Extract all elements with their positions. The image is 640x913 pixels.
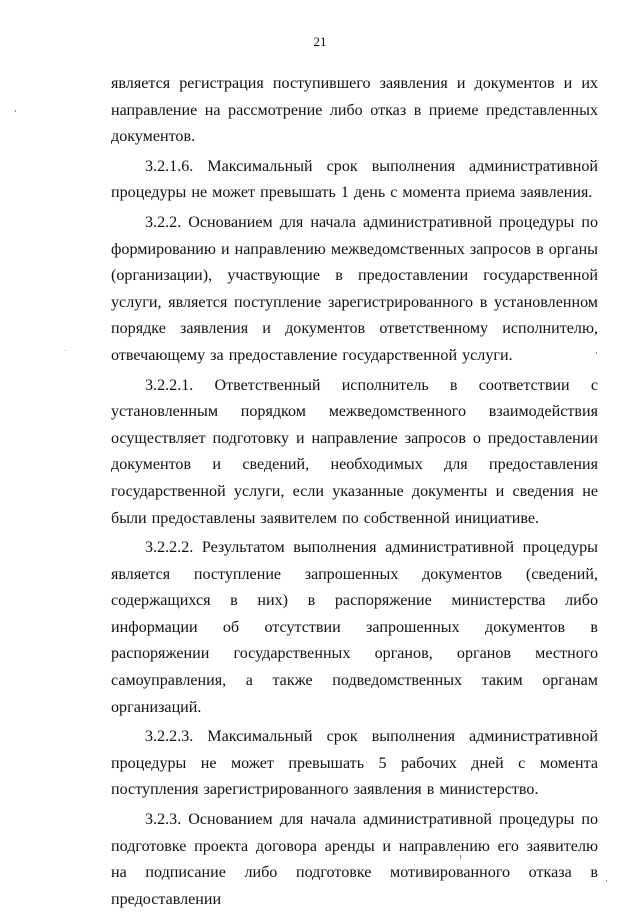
paragraph-continued: является регистрация поступившего заявления и документов и их направление на рассмотрение либо отказ в приеме представленных документов. (111, 75, 598, 146)
scan-speck (606, 880, 607, 882)
paragraph-3-2-3: 3.2.3. Основанием для начала административной процедуры по подготовке проекта договора аренды и направлению его заявителю на подписание либо подготовке мотивированного отказа в предоставлении (111, 811, 598, 908)
scan-speck (460, 855, 461, 859)
paragraph-3-2-2: 3.2.2. Основанием для начала административной процедуры по формированию и направлению межведомственных запросов в органы (организации), участвующие в предоставлении государственной услуги, является поступление зарегистрированного в установленном порядке заявления и документов ответственному исполнителю, отвечающему за предоставление государственной услуги. (111, 213, 598, 364)
scan-speck (65, 350, 66, 351)
scan-speck (15, 110, 16, 112)
paragraph-3-2-2-1: 3.2.2.1. Ответственный исполнитель в соответствии с установленным порядком межведомственного взаимодействия осуществляет подготовку и направление запросов о предоставлении документов и сведений, необходимых для предоставления государственной услуги, если указанные документы и сведения не были предоставлены заявителем по собственной инициативе. (111, 376, 598, 527)
document-body (111, 71, 598, 913)
paragraph-3-2-2-2: 3.2.2.2. Результатом выполнения административной процедуры является поступление запрошенных документов (сведений, содержащихся в них) в распоряжение министерства либо информации об отсутствии запрошенных документов в распоряжении государственных органов, органов местного самоуправления, а также подведомственных таким органам организаций. (111, 539, 598, 716)
page-number: 21 (313, 34, 327, 49)
paragraph-3-2-1-6: 3.2.1.6. Максимальный срок выполнения административной процедуры не может превышать 1 день с момента приема заявления. (111, 157, 598, 202)
paragraph-3-2-2-3: 3.2.2.3. Максимальный срок выполнения административной процедуры не может превышать 5 рабочих дней с момента поступления зарегистрированного заявления в министерство. (111, 728, 598, 799)
scan-speck (596, 352, 597, 354)
